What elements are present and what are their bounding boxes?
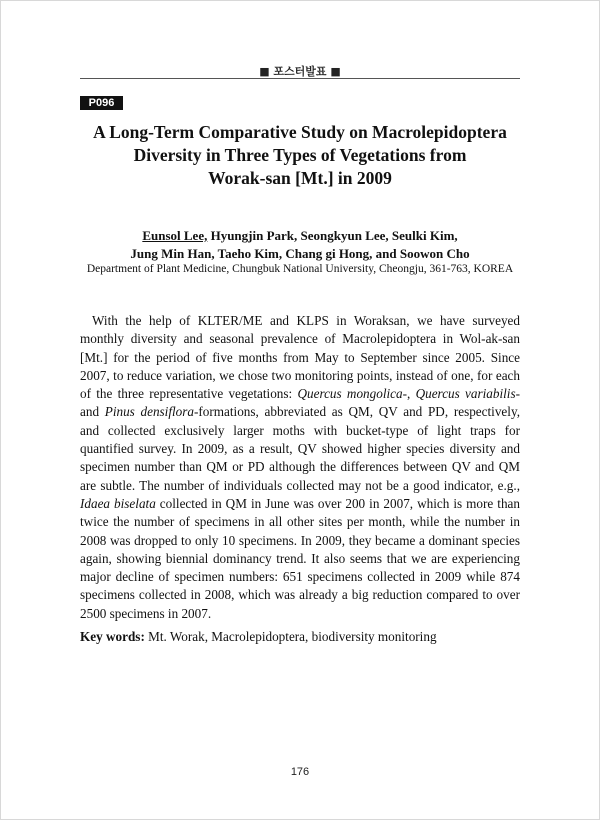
affiliation: Department of Plant Medicine, Chungbuk National University, Cheongju, 361-763, KOREA [86, 263, 514, 275]
page-number: 176 [290, 766, 310, 778]
abstract-text: -formations, abbreviated as QM, QV and PD, respectively, and collected exclusively larger moths with bucket-type of light traps for quantified survey. In 2009, as a result, QV showed higher species diversity and specimen number than QM or PD although the differences between QV and QM are subtle. The number of individuals collected may not be a good indicator, e.g., [80, 404, 520, 493]
keywords [80, 629, 520, 645]
abstract-text: - and [80, 386, 520, 420]
abstract-body [80, 312, 520, 623]
species-name: Pinus densiflora [104, 404, 194, 420]
abstract-text: -, [402, 386, 416, 402]
species-name: Idaea biselata [80, 495, 156, 511]
presenting-author: Eunsol Lee, [142, 228, 208, 243]
section-header: ■ 포스터발표 ■ [259, 65, 341, 78]
keywords-label: Key words: [80, 629, 145, 644]
authors-line-1 [60, 227, 540, 245]
authors-line-2: Jung Min Han, Taeho Kim, Chang gi Hong, and Soowon Cho [130, 245, 470, 261]
abstract-text: collected in QM in June was over 200 in 2007, which is more than twice the number of specimens in all other sites per month, while the number in 2008 was dropped to only 10 specimens. In 2009, they became a dominant species again, showing biennial dominancy trend. It also seems that we are experiencing major decline of specimen numbers: 651 specimens collected in 2009 while 874 specimens collected in 2008, which was already a big reduction compared to over 2500 specimens in 2007. [80, 495, 520, 621]
title-line-1: A Long-Term Comparative Study on Macrolepidoptera [93, 122, 507, 142]
poster-id-badge: P096 [80, 96, 123, 110]
species-name: Quercus variabilis [415, 386, 516, 402]
author-list [60, 227, 540, 262]
paper-title [60, 121, 540, 190]
species-name: Quercus mongolica [297, 386, 403, 402]
title-line-3: Worak-san [Mt.] in 2009 [208, 168, 392, 188]
keywords-text: Mt. Worak, Macrolepidoptera, biodiversity monitoring [144, 629, 437, 644]
header-rule [80, 78, 520, 79]
abstract-text: With the help of KLTER/ME and KLPS in Woraksan, we have surveyed monthly diversity and seasonal prevalence of Macrolepidoptera in Wol-ak-san [Mt.] for the period of five months from May to September since 2005. Since 2007, to reduce variation, we chose two monitoring points, instead of one, for each of the three representative vegetations: [80, 313, 520, 402]
authors-line-1-rest: Hyungjin Park, Seongkyun Lee, Seulki Kim, [207, 228, 458, 243]
title-line-2: Diversity in Three Types of Vegetations from [133, 145, 467, 165]
